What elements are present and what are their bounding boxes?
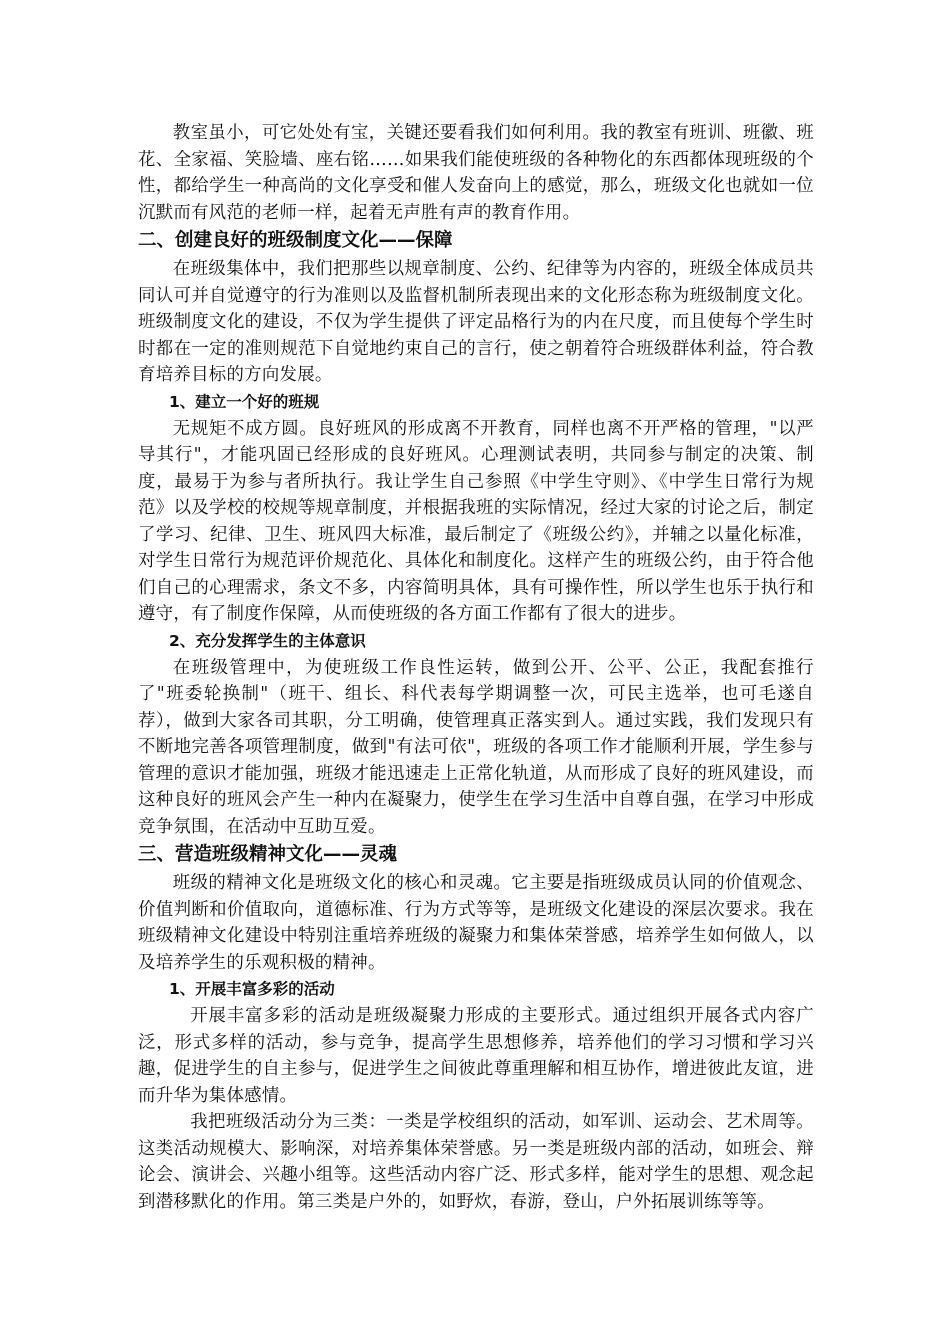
paragraph-classroom-objects: 教室虽小，可它处处有宝，关键还要看我们如何利用。我的教室有班训、班徽、班花、全家福、笑脸墙、座右铭……如果我们能使班级的各种物化的东西都体现班级的个性，都给学生一种高尚的文化享受和催人发奋向上的感觉，那么，班级文化也就如一位沉默而有风范的老师一样，起着无声胜有声的教育作用。 — [138, 123, 814, 223]
paragraph-system-culture: 在班级集体中，我们把那些以规章制度、公约、纪律等为内容的，班级全体成员共同认可并自觉遵守的行为准则以及监督机制所表现出来的文化形态称为班级制度文化。班级制度文化的建设，不仅为学生提供了评定品格行为的内在尺度，而且使每个学生时时都在一定的准则规范下自觉地约束自己的言行，使之朝着符合班级群体利益，符合教育培养目标的方向发展。 — [138, 259, 814, 385]
heading-section-3: 三、营造班级精神文化——灵魂 — [138, 844, 398, 865]
subheading-class-rules: 1、建立一个好的班规 — [169, 392, 320, 411]
paragraph-class-rules: 无规矩不成方圆。良好班风的形成离不开教育，同样也离不开严格的管理，"以严导其行"，才能巩固已经形成的良好班风。心理测试表明，共同参与制定的决策、制度，最易于为参与者所执行。我让学生自己参照《中学生守则》、《中学生日常行为规范》以及学校的校规等规章制度，并根据我班的实际情况，经过大家的讨论之后，制定了学习、纪律、卫生、班风四大标准，最后制定了《班级公约》，并辅之以量化标准，对学生日常行为规范评价规范化、具体化和制度化。这样产生的班级公约，由于符合他们自己的心理需求，条文不多，内容简明具体，具有可操作性，所以学生也乐于执行和遵守，有了制度作保障，从而使班级的各方面工作都有了很大的进步。 — [138, 418, 814, 624]
paragraph-spirit-culture: 班级的精神文化是班级文化的核心和灵魂。它主要是指班级成员认同的价值观念、价值判断和价值取向，道德标准、行为方式等等，是班级文化建设的深层次要求。我在班级精神文化建设中特别注重培养班级的凝聚力和集体荣誉感，培养学生如何做人，以及培养学生的乐观积极的精神。 — [138, 873, 814, 973]
subheading-student-subjectivity: 2、充分发挥学生的主体意识 — [169, 631, 366, 650]
paragraph-activities: 开展丰富多彩的活动是班级凝聚力形成的主要形式。通过组织开展各式内容广泛，形式多样的活动，参与竞争，提高学生思想修养，培养他们的学习习惯和学习兴趣，促进学生的自主参与，促进学生之间彼此尊重理解和相互协作，增进彼此友谊，进而升华为集体感情。 — [138, 1006, 814, 1106]
paragraph-activity-types: 我把班级活动分为三类：一类是学校组织的活动，如军训、运动会、艺术周等。这类活动规模大、影响深，对培养集体荣誉感。另一类是班级内部的活动，如班会、辩论会、演讲会、兴趣小组等。这些活动内容广泛、形式多样，能对学生的思想、观念起到潜移默化的作用。第三类是户外的，如野炊，春游，登山，户外拓展训练等等。 — [138, 1112, 814, 1212]
subheading-activities: 1、开展丰富多彩的活动 — [169, 980, 335, 998]
heading-section-2: 二、创建良好的班级制度文化——保障 — [138, 230, 453, 251]
document-page — [138, 120, 814, 1215]
paragraph-student-subjectivity: 在班级管理中，为使班级工作良性运转，做到公开、公平、公正，我配套推行了"班委轮换制"（班干、组长、科代表每学期调整一次，可民主选举，也可毛遂自荐），做到大家各司其职，分工明确，使管理真正落实到人。通过实践，我们发现只有不断地完善各项管理制度，做到"有法可依"，班级的各项工作才能顺利开展，学生参与管理的意识才能加强，班级才能迅速走上正常化轨道，从而形成了良好的班风建设，而这种良好的班风会产生一种内在凝聚力，使学生在学习生活中自尊自强，在学习中形成竞争氛围，在活动中互助互爱。 — [138, 657, 814, 837]
